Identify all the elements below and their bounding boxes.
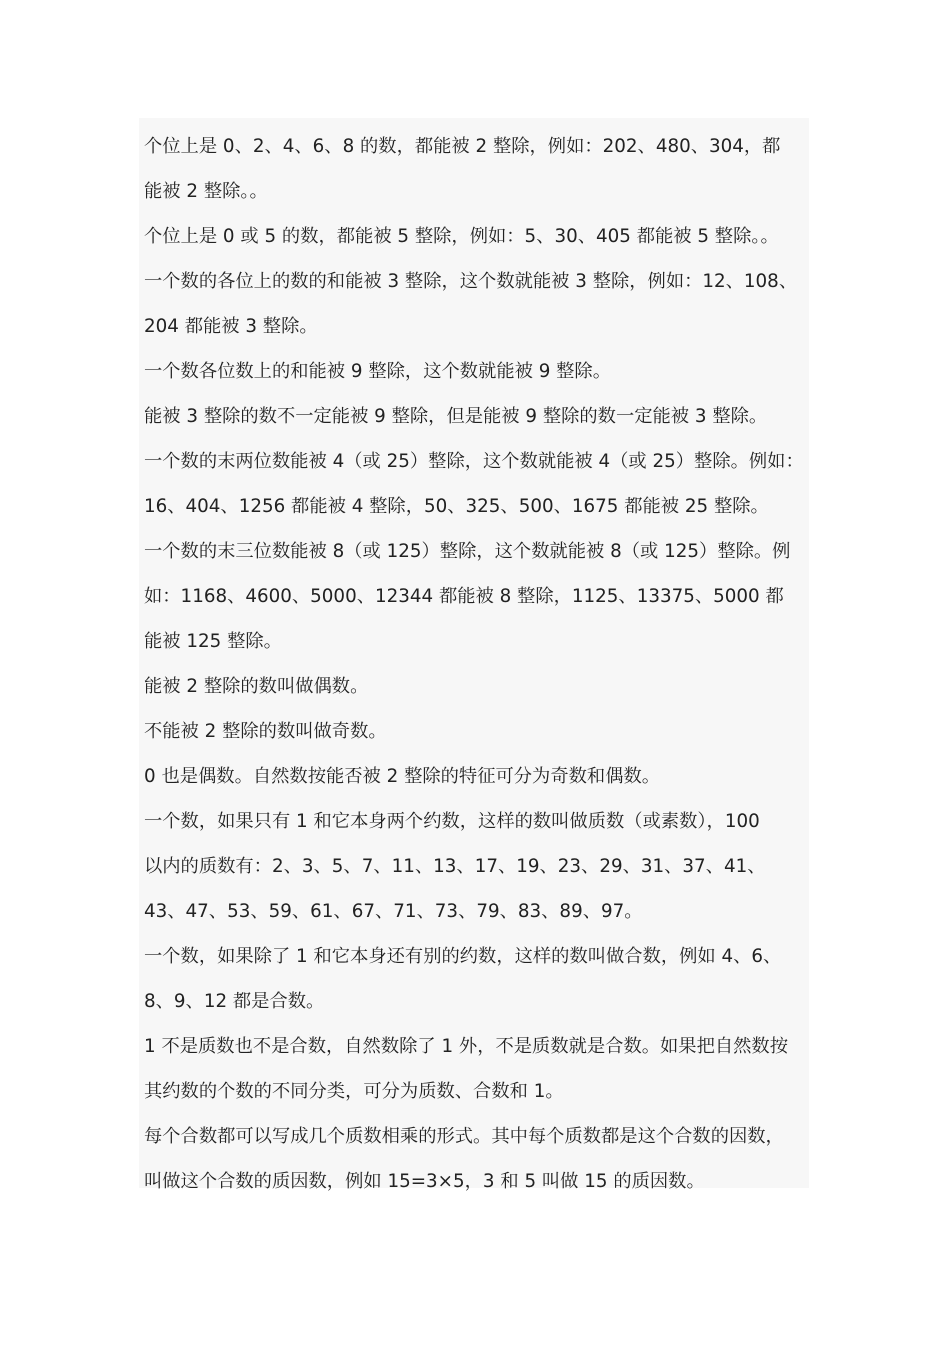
text-line: 每个合数都可以写成几个质数相乘的形式。其中每个质数都是这个合数的因数， xyxy=(144,1126,784,1147)
text-line: 叫做这个合数的质因数，例如 15=3×5，3 和 5 叫做 15 的质因数。 xyxy=(144,1171,705,1192)
text-line: 能被 2 整除。。 xyxy=(144,181,268,202)
text-line: 0 也是偶数。自然数按能否被 2 整除的特征可分为奇数和偶数。 xyxy=(144,766,661,787)
text-line: 个位上是 0、2、4、6、8 的数，都能被 2 整除，例如：202、480、304，都 xyxy=(144,136,781,157)
text-line: 1 不是质数也不是合数，自然数除了 1 外，不是质数就是合数。如果把自然数按 xyxy=(144,1036,788,1057)
text-line: 8、9、12 都是合数。 xyxy=(144,991,325,1012)
text-line: 个位上是 0 或 5 的数，都能被 5 整除，例如：5、30、405 都能被 5 整除。。 xyxy=(144,226,779,247)
text-line: 一个数的末两位数能被 4（或 25）整除，这个数就能被 4（或 25）整除。例如： xyxy=(144,451,804,472)
text-line: 16、404、1256 都能被 4 整除，50、325、500、1675 都能被 25 整除。 xyxy=(144,496,769,517)
text-line: 以内的质数有：2、3、5、7、11、13、17、19、23、29、31、37、41、 xyxy=(144,856,766,877)
text-line: 能被 2 整除的数叫做偶数。 xyxy=(144,676,369,697)
text-line: 一个数各位数上的和能被 9 整除，这个数就能被 9 整除。 xyxy=(144,361,611,382)
text-line: 其约数的个数的不同分类，可分为质数、合数和 1。 xyxy=(144,1081,564,1102)
text-line: 不能被 2 整除的数叫做奇数。 xyxy=(144,721,387,742)
text-line: 43、47、53、59、61、67、71、73、79、83、89、97。 xyxy=(144,901,643,922)
text-line: 如：1168、4600、5000、12344 都能被 8 整除，1125、13375、5000 都 xyxy=(144,586,784,607)
text-line: 一个数的各位上的数的和能被 3 整除，这个数就能被 3 整除，例如：12、108、 xyxy=(144,271,798,292)
text-line: 一个数，如果除了 1 和它本身还有别的约数，这样的数叫做合数，例如 4、6、 xyxy=(144,946,782,967)
text-line: 能被 125 整除。 xyxy=(144,631,282,652)
text-line: 一个数的末三位数能被 8（或 125）整除，这个数就能被 8（或 125）整除。例 xyxy=(144,541,791,562)
text-line: 能被 3 整除的数不一定能被 9 整除，但是能被 9 整除的数一定能被 3 整除。 xyxy=(144,406,768,427)
text-line: 204 都能被 3 整除。 xyxy=(144,316,318,337)
text-line: 一个数，如果只有 1 和它本身两个约数，这样的数叫做质数（或素数），100 xyxy=(144,811,760,832)
document-body xyxy=(139,118,809,1192)
